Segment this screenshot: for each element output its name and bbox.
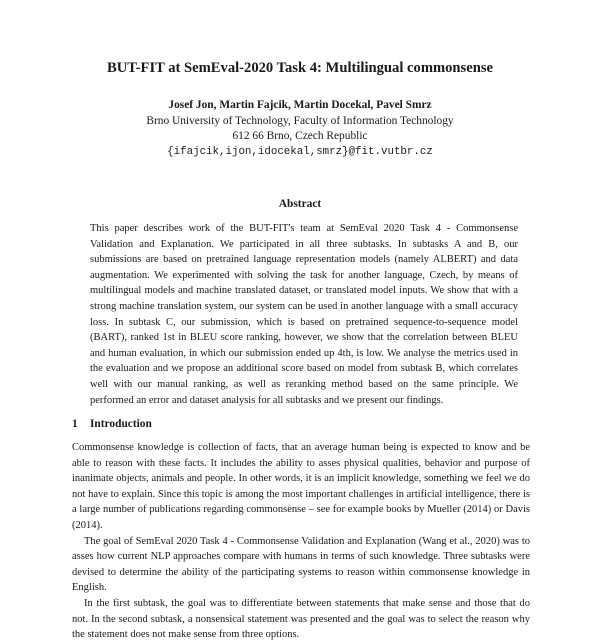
author-emails: {ifajcik,ijon,idocekal,smrz}@fit.vutbr.cz: [167, 145, 433, 158]
section-number: 1: [72, 418, 78, 430]
intro-paragraph: The goal of SemEval 2020 Task 4 - Commonsense Validation and Explanation (Wang et al., 2020) was to asses how current NLP approaches compare with humans in terms of such knowledge. Three subtasks were devised to determine the ability of the participating systems to reason within commonsense knowledge in English.: [72, 535, 530, 594]
affiliation: Brno University of Technology, Faculty of Information Technology: [146, 114, 454, 127]
intro-paragraph: Commonsense knowledge is collection of facts, that an average human being is expected to know and be able to reason with these facts. It includes the ability to asses physical qualities, behavior and purpose of inanimate objects, animals and people. In other words, it is an implicit knowledge, something we feel we do not have to explain. Since this topic is among the most important challenges in artificial intelligence, there is a large number of publications regarding commonsense – see for example books by Mueller (2014) or Davis (2014).: [72, 442, 530, 531]
abstract-heading: Abstract: [278, 198, 322, 210]
introduction-body: [72, 440, 530, 643]
abstract-text: This paper describes work of the BUT-FIT's team at SemEval 2020 Task 4 - Commonsense Validation and Explanation. We participated in all three subtasks. In subtasks A and B, our submissions are based on pretrained language representation models (namely ALBERT) and data augmentation. We experimented with solving the task for another language, Czech, by means of multilingual models and machine translated dataset, or translated model inputs. We show that with a strong machine translation system, our system can be used in another language with a small accuracy loss. In subtask C, our submission, which is based on pretrained sequence-to-sequence model (BART), ranked 1st in BLEU score ranking, however, we show that the correlation between BLEU and human evaluation, in which our submission ended up 4th, is low. We analyse the metrics used in the evaluation and we propose an additional score based on model from subtask B, which correlates well with our manual ranking, as well as reranking method based on the same principle. We performed an error and dataset analysis for all subtasks and we present our findings.: [90, 223, 518, 406]
intro-paragraph: In the first subtask, the goal was to differentiate between statements that make sense and those that do not. In the second subtask, a nonsensical statement was presented and the goal was to select the reason why the statement does not make sense from three options.: [72, 597, 530, 641]
paper-title: BUT-FIT at SemEval-2020 Task 4: Multilingual commonsense: [107, 60, 493, 76]
section-heading-introduction: [72, 418, 152, 430]
address: 612 66 Brno, Czech Republic: [232, 130, 368, 142]
author-block: [0, 98, 600, 160]
author-names: Josef Jon, Martin Fajcik, Martin Docekal, Pavel Smrz: [168, 99, 432, 111]
section-title: Introduction: [90, 418, 152, 430]
